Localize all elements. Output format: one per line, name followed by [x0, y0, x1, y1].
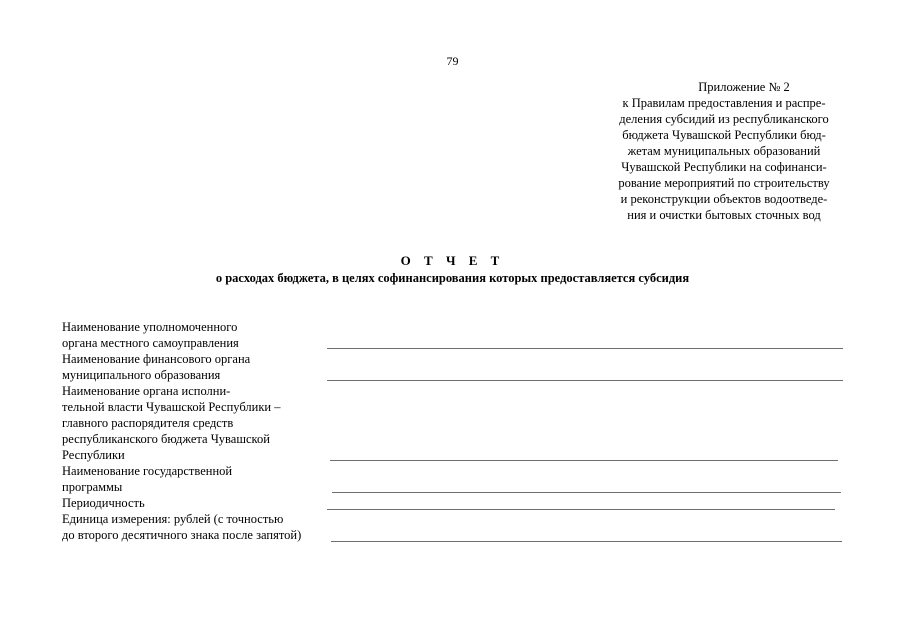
- appendix-title: Приложение № 2: [698, 80, 790, 94]
- field-state-program-label: Наименование государственной программы: [62, 464, 233, 494]
- field-unit-label: Единица измерения: рублей (с точностью до второго десятичного знака после запятой): [62, 512, 302, 542]
- appendix-line: ния и очистки бытовых сточных вод: [627, 208, 821, 222]
- appendix-line: деления субсидий из республиканского: [619, 112, 829, 126]
- field-periodicity-label: Периодичность: [62, 496, 145, 510]
- field-authorized-body-line[interactable]: [327, 348, 843, 349]
- appendix-line: и реконструкции объектов водоотведе-: [620, 192, 828, 206]
- appendix-body: [603, 95, 845, 223]
- report-title: О Т Ч Е Т: [400, 253, 505, 268]
- field-unit-line[interactable]: [331, 541, 842, 542]
- field-executive-body-label: Наименование органа исполни- тельной власти Чувашской Республики – главного распорядителя средств республиканского бюджета Чувашской Республики: [62, 384, 281, 462]
- field-authorized-body-label: Наименование уполномоченного органа местного самоуправления: [62, 320, 239, 350]
- appendix-line: Чувашской Республики на софинанси-: [621, 160, 827, 174]
- appendix-line: рование мероприятий по строительству: [618, 176, 830, 190]
- field-financial-body-line[interactable]: [327, 380, 843, 381]
- appendix-line: к Правилам предоставления и распре-: [622, 96, 826, 110]
- page-number: 79: [446, 54, 459, 68]
- field-financial-body-label: Наименование финансового органа муниципального образования: [62, 352, 251, 382]
- appendix-line: жетам муниципальных образований: [627, 144, 821, 158]
- field-executive-body-line[interactable]: [330, 460, 838, 461]
- field-periodicity-line[interactable]: [327, 509, 835, 510]
- field-state-program-line[interactable]: [332, 492, 841, 493]
- appendix-block: [603, 79, 845, 223]
- appendix-line: бюджета Чувашской Республики бюд-: [622, 128, 826, 142]
- report-subtitle: о расходах бюджета, в целях софинансирования которых предоставляется субсидия: [215, 271, 690, 285]
